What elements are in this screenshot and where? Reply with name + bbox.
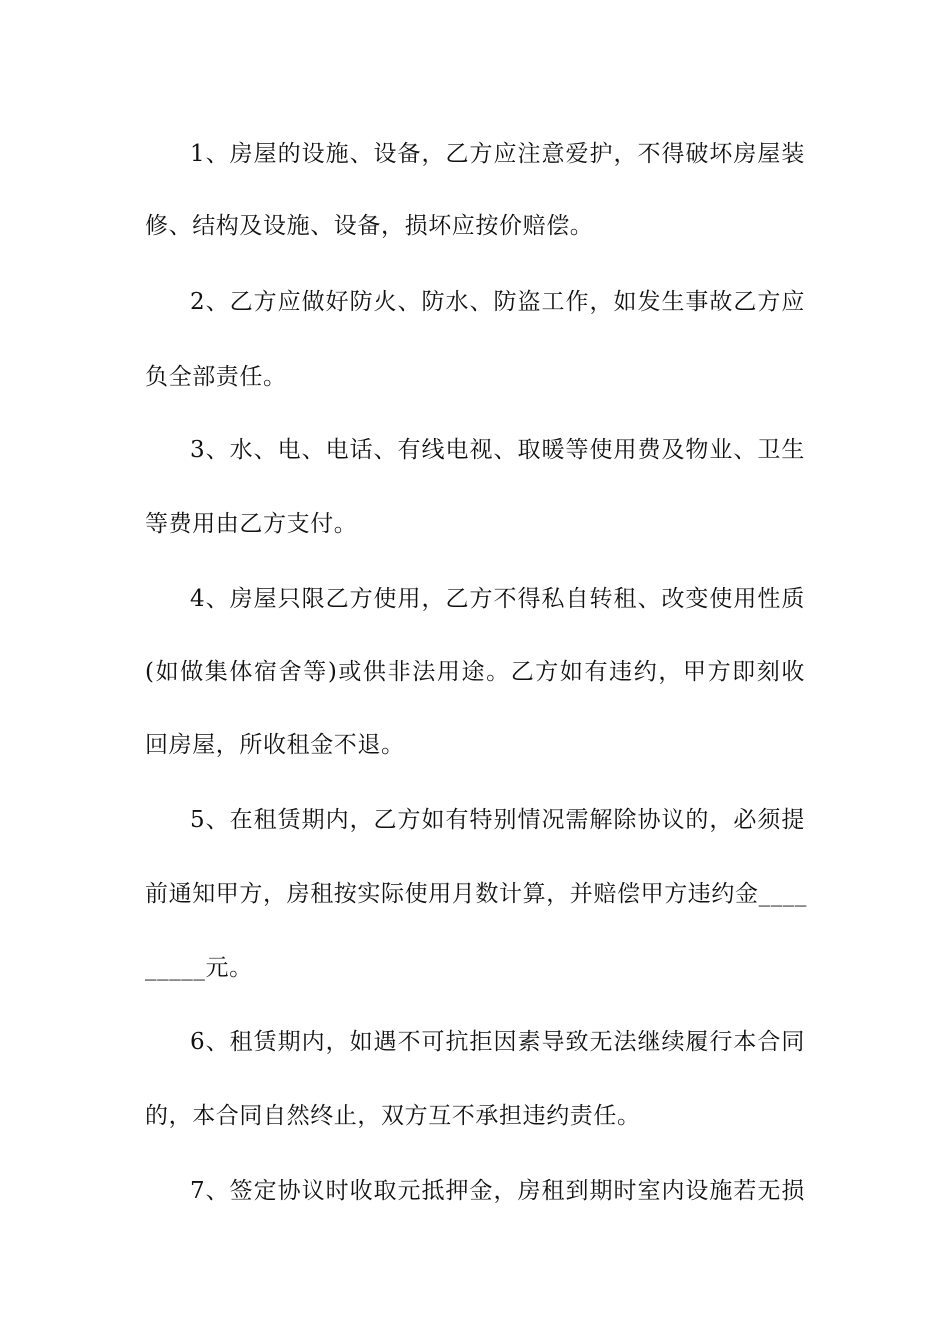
clause-4-line-3: 回房屋，所收租金不退。 xyxy=(145,732,405,758)
clause-5-line-3: _____元。 xyxy=(145,955,253,981)
clause-6-line-1: 6、租赁期内，如遇不可抗拒因素导致无法继续履行本合同 xyxy=(190,1029,805,1055)
clause-5-line-1: 5、在租赁期内，乙方如有特别情况需解除协议的，必须提 xyxy=(190,807,805,833)
clause-5-line-2: 前通知甲方，房租按实际使用月数计算，并赔偿甲方违约金____ xyxy=(145,881,807,907)
clause-3-line-1: 3、水、电、电话、有线电视、取暖等使用费及物业、卫生 xyxy=(190,437,805,463)
clause-3-line-2: 等费用由乙方支付。 xyxy=(145,511,358,537)
clause-1-line-1: 1、房屋的设施、设备，乙方应注意爱护，不得破坏房屋装 xyxy=(190,141,805,167)
clause-4-line-2: (如做集体宿舍等)或供非法用途。乙方如有违约，甲方即刻收 xyxy=(145,659,805,685)
clause-7-line-1: 7、签定协议时收取元抵押金，房租到期时室内设施若无损 xyxy=(190,1178,805,1204)
clause-6-line-2: 的，本合同自然终止，双方互不承担违约责任。 xyxy=(145,1103,641,1129)
clause-2-line-1: 2、乙方应做好防火、防水、防盗工作，如发生事故乙方应 xyxy=(190,289,805,315)
clause-2-line-2: 负全部责任。 xyxy=(145,364,287,390)
clause-1-line-2: 修、结构及设施、设备，损坏应按价赔偿。 xyxy=(145,213,594,239)
clause-4-line-1: 4、房屋只限乙方使用，乙方不得私自转租、改变使用性质 xyxy=(190,586,805,612)
